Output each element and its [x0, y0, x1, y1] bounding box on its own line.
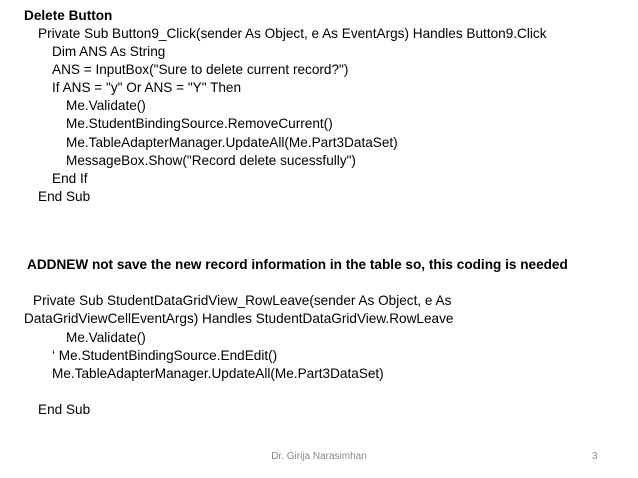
code-line: Me.TableAdapterManager.UpdateAll(Me.Part3DataSet) [66, 135, 398, 150]
page-number: 3 [592, 451, 598, 462]
code-line: ‘ Me.StudentBindingSource.EndEdit() [52, 348, 278, 363]
code-line: Me.TableAdapterManager.UpdateAll(Me.Part3DataSet) [52, 366, 384, 381]
code-line: End Sub [38, 402, 91, 417]
code-line: Me.Validate() [66, 98, 146, 113]
code-line: End If [52, 171, 88, 186]
code-line: MessageBox.Show("Record delete sucessfully") [66, 153, 356, 168]
code-line: Me.Validate() [66, 330, 146, 345]
code-line: ANS = InputBox("Sure to delete current record?") [52, 62, 349, 77]
code-line: DataGridViewCellEventArgs) Handles StudentDataGridView.RowLeave [24, 311, 454, 326]
code-line: Dim ANS As String [52, 44, 166, 59]
code-line: Private Sub Button9_Click(sender As Object, e As EventArgs) Handles Button9.Click [38, 26, 547, 41]
code-line: Me.StudentBindingSource.RemoveCurrent() [66, 116, 333, 131]
code-line: End Sub [38, 189, 91, 204]
footer-author: Dr. Girija Narasimhan [271, 451, 367, 462]
code-line: If ANS = "y" Or ANS = "Y" Then [52, 80, 242, 95]
code-line: Private Sub StudentDataGridView_RowLeave(sender As Object, e As [33, 293, 452, 308]
addnew-heading: ADDNEW not save the new record information in the table so, this coding is needed [27, 257, 568, 272]
delete-button-heading: Delete Button [24, 8, 113, 23]
